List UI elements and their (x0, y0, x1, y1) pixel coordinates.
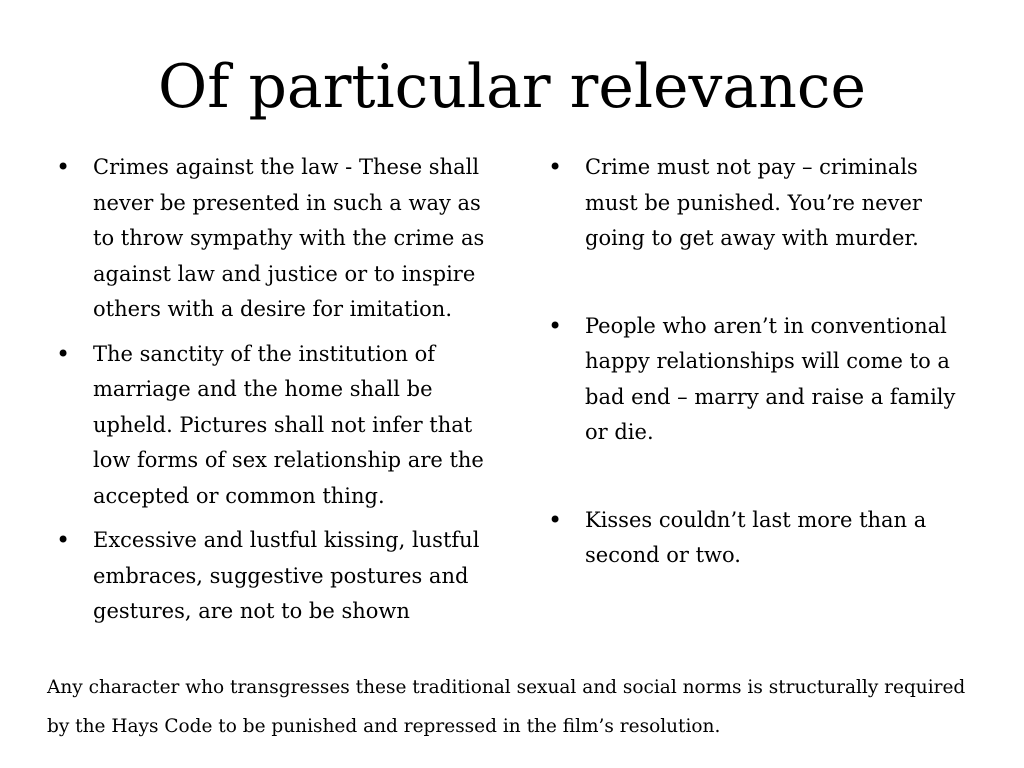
bullet-icon: • (56, 526, 71, 554)
bullet-icon: • (548, 311, 563, 340)
bullet-text: People who aren’t in conventional happy relationships will come to a bad end – marry and raise a family or die. (585, 313, 956, 444)
slide-title: Of particular relevance (158, 52, 866, 122)
bullet-text: Crimes against the law - These shall never be presented in such a way as to throw sympathy with the crime as against law and justice or to inspire others with a desire for imitation. (93, 155, 485, 321)
list-item (548, 309, 968, 451)
bullet-icon: • (56, 339, 71, 368)
list-item (548, 150, 968, 257)
bullet-icon: • (548, 153, 563, 181)
bullet-text: Excessive and lustful kissing, lustful embraces, suggestive postures and gestures, are not to be shown (93, 528, 480, 623)
footer-note: Any character who transgresses these traditional sexual and social norms is structurally required by the Hays Code to be punished and repressed in the film’s resolution. (47, 677, 966, 737)
bullet-text: Kisses couldn’t last more than a second or two. (585, 507, 927, 567)
bullet-text: Crime must not pay – criminals must be punished. You’re never going to get away with murder. (585, 155, 922, 250)
left-bullet-list (56, 150, 496, 630)
list-item (548, 503, 968, 574)
bullet-icon: • (548, 505, 563, 534)
right-bullet-list (548, 150, 968, 574)
list-item (56, 150, 496, 328)
list-item (56, 523, 496, 630)
bullet-text: The sanctity of the institution of marriage and the home shall be upheld. Pictures shall not infer that low forms of sex relationship are the accepted or common thing. (93, 341, 484, 508)
bullet-icon: • (56, 153, 71, 181)
list-item (56, 337, 496, 515)
